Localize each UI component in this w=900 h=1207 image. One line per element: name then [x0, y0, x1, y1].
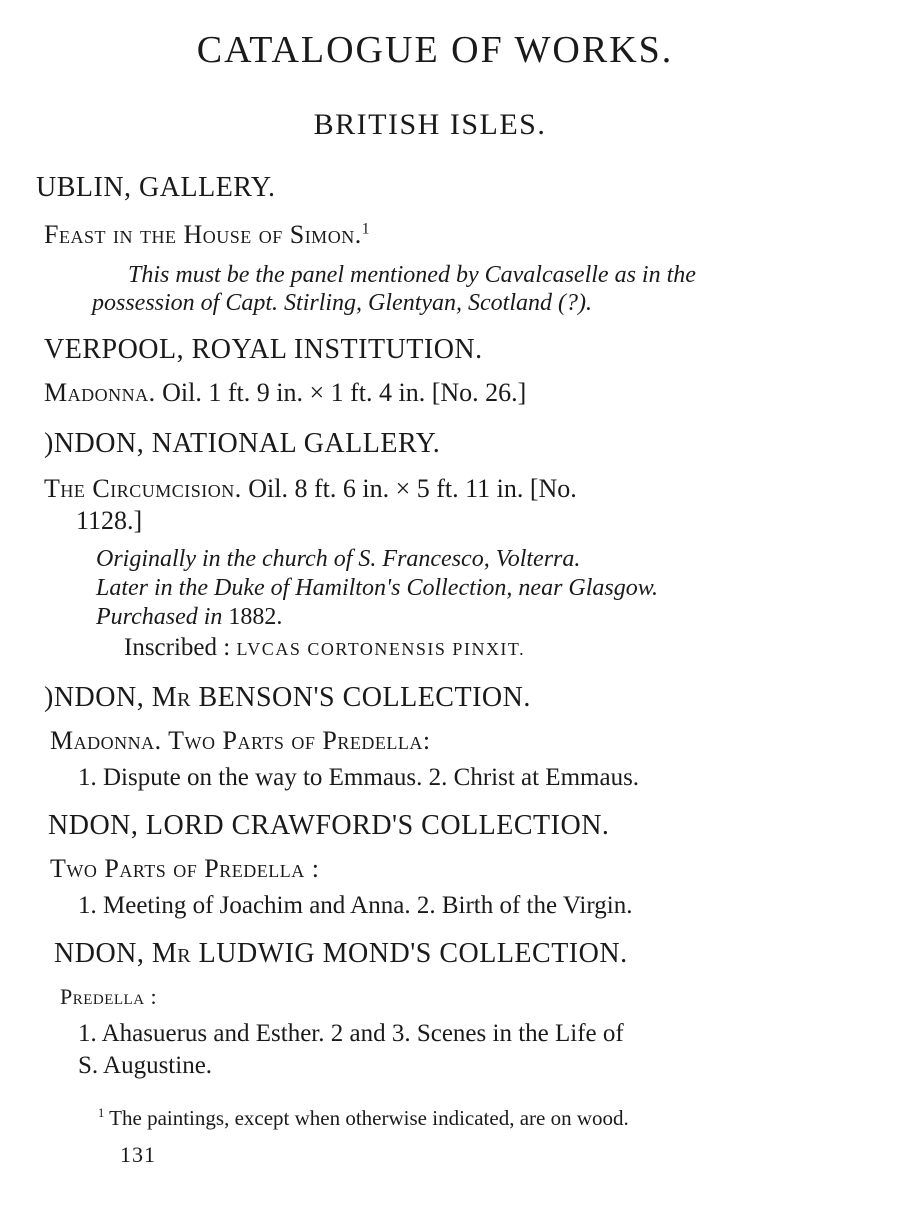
- entry-predella-list: 1. Ahasuerus and Esther. 2 and 3. Scenes in the Life of: [78, 1020, 624, 1047]
- note-purchased: Purchased in: [96, 604, 223, 630]
- page-title: CATALOGUE OF WORKS.: [196, 29, 674, 71]
- section-heading-dublin: UBLIN, GALLERY.: [36, 172, 276, 203]
- note-line: Originally in the church of S. Francesco, Volterra.: [96, 546, 581, 572]
- entry-details: Oil. 1 ft. 9 in. × 1 ft. 4 in. [No. 26.]: [162, 378, 527, 407]
- footnote-mark: 1: [98, 1106, 105, 1120]
- note-line: [96, 604, 282, 631]
- entry-feast: [44, 220, 370, 250]
- entry-predella-list: 1. Meeting of Joachim and Anna. 2. Birth of the Virgin.: [78, 892, 633, 919]
- entry-predella-list: S. Augustine.: [78, 1052, 213, 1079]
- inscription-text: LVCAS CORTONENSIS PINXIT.: [236, 639, 526, 659]
- inscription-label: Inscribed :: [124, 634, 231, 661]
- footnote: [98, 1106, 629, 1131]
- entry-title: Madonna.: [44, 378, 156, 407]
- section-heading-benson: )NDON, Mr BENSON'S COLLECTION.: [44, 682, 531, 713]
- page-number: 131: [120, 1142, 156, 1167]
- section-heading-liverpool: VERPOOL, ROYAL INSTITUTION.: [44, 334, 483, 365]
- entry-details: Oil. 8 ft. 6 in. × 5 ft. 11 in. [No.: [248, 474, 577, 503]
- inscription: [124, 634, 525, 662]
- entry-predella-crawford: Two Parts of Predella :: [50, 854, 320, 883]
- note-line: possession of Capt. Stirling, Glentyan, Scotland (?).: [92, 290, 592, 316]
- footnote-text: The paintings, except when otherwise indicated, are on wood.: [109, 1106, 629, 1130]
- entry-feast-title: Feast in the House of Simon.: [44, 220, 362, 249]
- section-heading-national-gallery: )NDON, NATIONAL GALLERY.: [44, 428, 441, 459]
- section-heading-crawford: NDON, LORD CRAWFORD'S COLLECTION.: [48, 810, 610, 841]
- entry-title: The Circumcision.: [44, 474, 242, 503]
- page-subtitle: BRITISH ISLES.: [313, 108, 547, 141]
- entry-predella-list: 1. Dispute on the way to Emmaus. 2. Christ at Emmaus.: [78, 764, 640, 791]
- entry-circumcision: [44, 474, 577, 504]
- section-heading-mond: NDON, Mr LUDWIG MOND'S COLLECTION.: [54, 938, 628, 969]
- entry-madonna-liverpool: [44, 378, 526, 408]
- footnote-ref: 1: [361, 220, 370, 238]
- entry-circumcision-number: 1128.]: [76, 506, 143, 535]
- note-year: 1882.: [228, 604, 283, 630]
- entry-predella-mond: Predella :: [60, 984, 158, 1009]
- note-line: This must be the panel mentioned by Cavalcaselle as in the: [128, 262, 696, 288]
- note-line: Later in the Duke of Hamilton's Collection, near Glasgow.: [96, 575, 658, 601]
- entry-madonna-benson: Madonna. Two Parts of Predella:: [50, 726, 431, 755]
